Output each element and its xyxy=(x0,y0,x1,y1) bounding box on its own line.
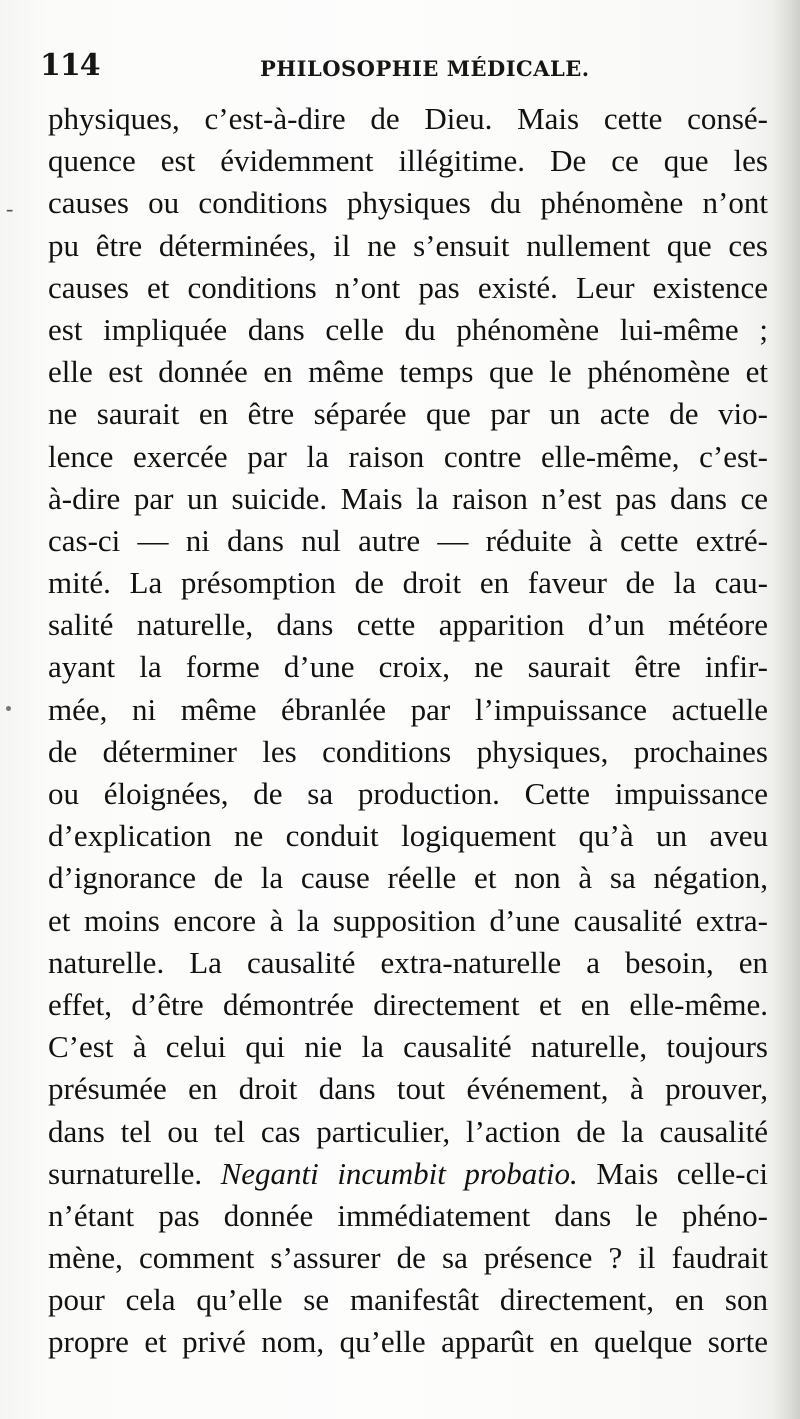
text-line: à-dire par un suicide. Mais la raison n’est pas dans ce xyxy=(48,480,768,516)
text-line: dans tel ou tel cas particulier, l’action de la causalité xyxy=(48,1113,768,1149)
text-line: pour cela qu’elle se manifestât directement, en son xyxy=(48,1282,768,1318)
text-line: est impliquée dans celle du phénomène lui-même ; xyxy=(48,311,768,347)
text-segment: Mais celle-ci xyxy=(577,1155,769,1191)
text-line: effet, d’être démontrée directement et en elle-même. xyxy=(48,986,768,1022)
text-line xyxy=(48,1153,768,1195)
text-line: présumée en droit dans tout événement, à prouver, xyxy=(48,1071,768,1107)
text-line: naturelle. La causalité extra-naturelle a besoin, en xyxy=(48,944,768,980)
text-line: lence exercée par la raison contre elle-même, c’est- xyxy=(48,438,768,474)
text-line: pu être déterminées, il ne s’ensuit nullement que ces xyxy=(48,227,768,263)
margin-dot xyxy=(6,706,11,711)
text-segment: surnaturelle. xyxy=(48,1155,221,1191)
text-line: mité. La présomption de droit en faveur de la cau- xyxy=(48,565,768,601)
text-line: causes et conditions n’ont pas existé. Leur existence xyxy=(48,269,768,305)
text-line: ou éloignées, de sa production. Cette impuissance xyxy=(48,776,768,811)
latin-maxim: Neganti incumbit probatio. xyxy=(220,1155,578,1191)
text-line: de déterminer les conditions physiques, prochaines xyxy=(48,733,768,769)
text-line: d’ignorance de la cause réelle et non à sa négation, xyxy=(48,860,768,896)
text-line: propre et privé nom, qu’elle apparût en quelque sorte xyxy=(48,1324,768,1360)
text-line: physiques, c’est-à-dire de Dieu. Mais cette consé- xyxy=(48,101,768,136)
text-line: causes ou conditions physiques du phénomène n’ont xyxy=(48,185,768,221)
text-line: ne saurait en être séparée que par un acte de vio- xyxy=(48,396,768,432)
text-line: quence est évidemment illégitime. De ce que les xyxy=(48,143,768,179)
text-line: elle est donnée en même temps que le phénomène et xyxy=(48,354,768,390)
text-line: mée, ni même ébranlée par l’impuissance actuelle xyxy=(48,691,768,727)
body-text xyxy=(48,98,768,1364)
text-line: C’est à celui qui nie la causalité naturelle, toujours xyxy=(48,1029,768,1065)
text-line: salité naturelle, dans cette apparition d’un météore xyxy=(48,607,768,643)
text-line: mène, comment s’assurer de sa présence ? il faudrait xyxy=(48,1240,768,1276)
text-line: ayant la forme d’une croix, ne saurait être infir- xyxy=(48,649,768,685)
page-number: 114 xyxy=(40,48,100,83)
page-header xyxy=(40,48,760,88)
text-line: cas-ci — ni dans nul autre — réduite à cette extré- xyxy=(48,522,768,558)
text-line: et moins encore à la supposition d’une causalité extra- xyxy=(48,902,768,938)
gutter-shadow xyxy=(772,0,800,1419)
text-line: d’explication ne conduit logiquement qu’à un aveu xyxy=(48,818,768,854)
text-line: n’étant pas donnée immédiatement dans le phéno- xyxy=(48,1197,768,1233)
running-head: PHILOSOPHIE MÉDICALE. xyxy=(260,56,590,81)
margin-mark: - xyxy=(6,196,14,221)
